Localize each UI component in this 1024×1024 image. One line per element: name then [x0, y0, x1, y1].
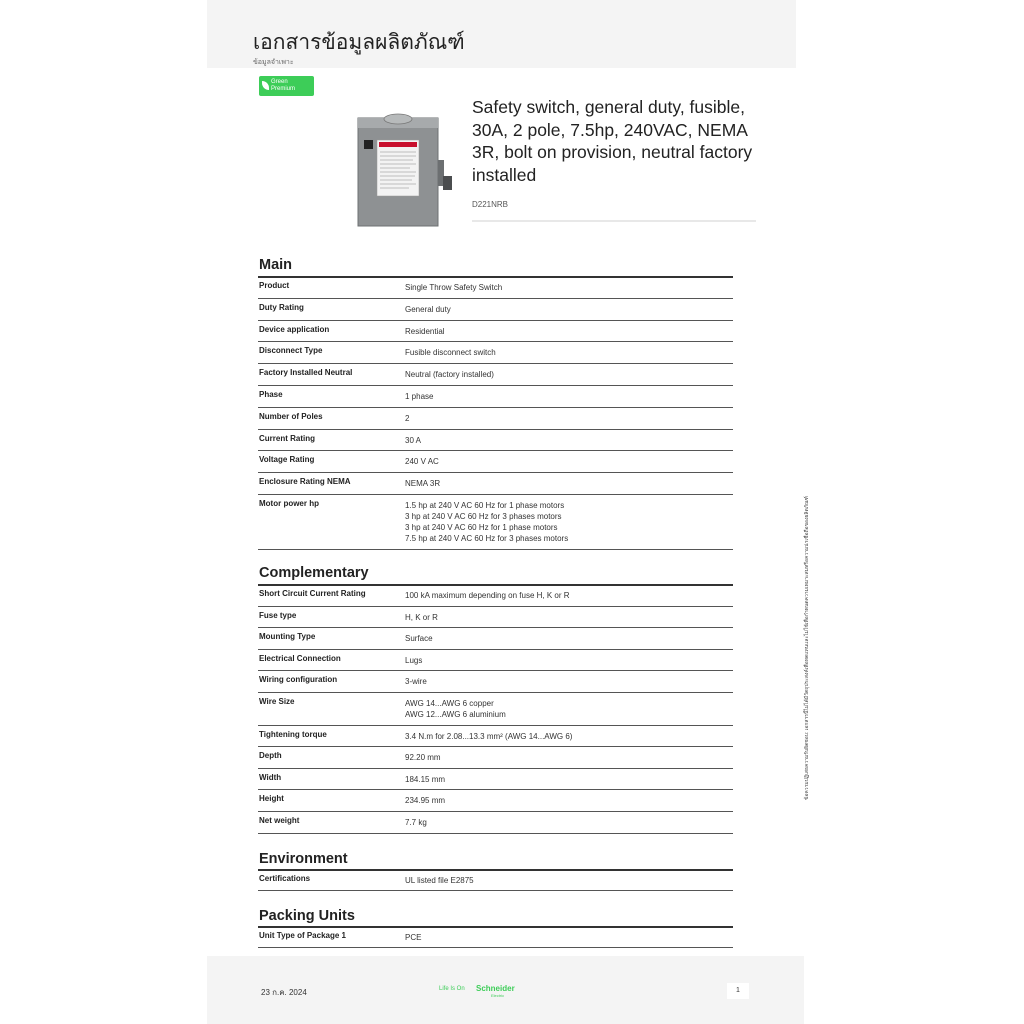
- spec-row: [258, 408, 733, 430]
- spec-value-line: 92.20 mm: [405, 753, 441, 763]
- spec-label: Wiring configuration: [259, 675, 338, 685]
- badge-line-1: Green: [271, 79, 288, 85]
- spec-value: [405, 347, 496, 358]
- spec-label: Wire Size: [259, 697, 295, 706]
- spec-value-line: 240 V AC: [405, 457, 439, 467]
- spec-row: [258, 607, 733, 629]
- footer-date: 23 ก.ค. 2024: [261, 988, 307, 997]
- spec-label: Voltage Rating: [259, 455, 315, 465]
- spec-row: [258, 650, 733, 672]
- spec-value: [405, 655, 422, 666]
- spec-value: [405, 435, 421, 446]
- spec-value: [405, 304, 451, 315]
- spec-value-line: 234.95 mm: [405, 796, 446, 806]
- spec-value-line: Surface: [405, 634, 433, 644]
- spec-value-line: 3-wire: [405, 677, 427, 687]
- spec-value: [405, 698, 506, 720]
- section-title-main: Main: [259, 257, 293, 273]
- spec-value: [405, 633, 433, 644]
- spec-value: [405, 369, 494, 380]
- spec-label: Factory Installed Neutral: [259, 368, 353, 378]
- spec-row: [258, 870, 733, 891]
- spec-value: [405, 774, 445, 785]
- spec-label: Width: [259, 772, 282, 782]
- spec-value-line: H, K or R: [405, 612, 438, 622]
- spec-row: [258, 299, 733, 321]
- spec-row: [258, 769, 733, 791]
- spec-label: Number of Poles: [259, 411, 323, 421]
- leaf-icon: [262, 81, 269, 90]
- spec-label: Disconnect Type: [259, 346, 323, 356]
- spec-row: [258, 342, 733, 364]
- badge-line-2: Premium: [271, 86, 296, 92]
- spec-value-line: 3 hp at 240 V AC 60 Hz for 1 phase motors: [405, 523, 558, 532]
- spec-row: [258, 430, 733, 452]
- side-disclaimer: [803, 405, 811, 800]
- spec-value-line: 1.5 hp at 240 V AC 60 Hz for 1 phase motors: [405, 501, 565, 510]
- spec-label: Current Rating: [259, 433, 315, 443]
- spec-row: [258, 364, 733, 386]
- section-title-environment: Environment: [259, 851, 348, 867]
- spec-value: [405, 875, 474, 886]
- spec-label: Enclosure Rating NEMA: [259, 477, 351, 487]
- spec-row: [258, 693, 733, 726]
- spec-value-line: Single Throw Safety Switch: [405, 283, 503, 292]
- spec-value-line: NEMA 3R: [405, 479, 441, 489]
- title-divider: [472, 220, 756, 222]
- spec-label: Duty Rating: [259, 302, 304, 312]
- spec-value: [405, 590, 570, 601]
- green-premium-badge: [259, 76, 314, 96]
- spec-value-line: PCE: [405, 933, 422, 942]
- spec-value-line: Residential: [405, 326, 445, 336]
- spec-value-line: Lugs: [405, 655, 423, 665]
- spec-row: [258, 726, 733, 748]
- spec-row: [258, 628, 733, 650]
- spec-value: [405, 676, 427, 687]
- spec-value: [405, 731, 572, 742]
- spec-value: [405, 413, 409, 424]
- spec-row: [258, 277, 733, 299]
- schneider-logo: Schneider: [476, 984, 515, 993]
- spec-label: Product: [259, 281, 290, 290]
- schneider-logo-sub: Electric: [491, 993, 505, 998]
- spec-value-line: 30 A: [405, 435, 422, 445]
- spec-value-line: 7.7 kg: [405, 818, 427, 827]
- spec-value-line: 3.4 N.m for 2.08...13.3 mm² (AWG 14...AWG 6): [405, 731, 573, 741]
- spec-row: [258, 790, 733, 812]
- spec-value: [405, 500, 568, 544]
- spec-label: Motor power hp: [259, 499, 319, 508]
- spec-label: Phase: [259, 390, 283, 399]
- spec-value-line: 7.5 hp at 240 V AC 60 Hz for 3 phases motors: [405, 534, 569, 543]
- document-subtitle: ข้อมูลจำเพาะ: [253, 59, 294, 66]
- product-reference: D221NRB: [472, 200, 509, 209]
- spec-row: [258, 473, 733, 495]
- spec-value: [405, 456, 439, 467]
- spec-value-line: Neutral (factory installed): [405, 370, 494, 380]
- spec-value: [405, 326, 445, 337]
- spec-value: [405, 478, 440, 489]
- spec-row: [258, 747, 733, 769]
- spec-value-line: General duty: [405, 304, 451, 314]
- spec-value: [405, 932, 421, 943]
- spec-label: Tightening torque: [259, 729, 327, 739]
- page-number: 1: [727, 983, 749, 999]
- spec-value: [405, 391, 433, 402]
- spec-value: [405, 817, 427, 828]
- spec-row: [258, 451, 733, 473]
- spec-label: Depth: [259, 751, 282, 761]
- spec-label: Electrical Connection: [259, 653, 341, 663]
- spec-label: Unit Type of Package 1: [259, 931, 346, 940]
- spec-row: [258, 585, 733, 607]
- spec-label: Net weight: [259, 816, 300, 825]
- spec-row: [258, 812, 733, 834]
- product-image: [355, 110, 455, 230]
- spec-value-line: Fusible disconnect switch: [405, 348, 496, 358]
- product-description: Safety switch, general duty, fusible, 30A, 2 pole, 7.5hp, 240VAC, NEMA 3R, bolt on provision, neutral factory installed: [472, 97, 753, 185]
- spec-value-line: 1 phase: [405, 392, 434, 401]
- spec-row: [258, 495, 733, 550]
- spec-value-line: 2: [405, 413, 410, 423]
- spec-value: [405, 612, 438, 623]
- spec-value-line: AWG 12...AWG 6 aluminium: [405, 710, 506, 719]
- spec-value-line: 100 kA maximum depending on fuse H, K or R: [405, 591, 570, 600]
- spec-value-line: 184.15 mm: [405, 774, 446, 784]
- spec-value: [405, 282, 502, 293]
- spec-value-line: AWG 14...AWG 6 copper: [405, 699, 494, 708]
- spec-label: Fuse type: [259, 610, 297, 620]
- spec-value-line: UL listed file E2875: [405, 876, 474, 885]
- spec-row: [258, 321, 733, 343]
- spec-row: [258, 671, 733, 693]
- spec-label: Mounting Type: [259, 632, 316, 642]
- document-title: เอกสารข้อมูลผลิตภัณฑ์: [253, 31, 465, 54]
- spec-label: Short Circuit Current Rating: [259, 589, 366, 598]
- spec-value: [405, 752, 441, 763]
- spec-label: Certifications: [259, 874, 311, 883]
- spec-row: [258, 386, 733, 408]
- section-title-packing: Packing Units: [259, 908, 355, 924]
- spec-value-line: 3 hp at 240 V AC 60 Hz for 3 phases motors: [405, 512, 562, 521]
- footer-tagline: Life Is On: [439, 986, 465, 992]
- spec-value: [405, 795, 445, 806]
- side-disclaimer-text: ข้อความปฏิเสธความรับผิดชอบ: เอกสารนี้ไม่ได้มีวัตถุประสงค์เพื่อทดแทนและไม่ใช้เพื่อกำหนดความเหมาะสมหรือความน่าเชื่อถือของผลิตภัณฑ์: [804, 496, 810, 800]
- section-title-complementary: Complementary: [259, 565, 369, 581]
- spec-label: Device application: [259, 324, 330, 334]
- spec-label: Height: [259, 794, 284, 804]
- spec-row: [258, 927, 733, 948]
